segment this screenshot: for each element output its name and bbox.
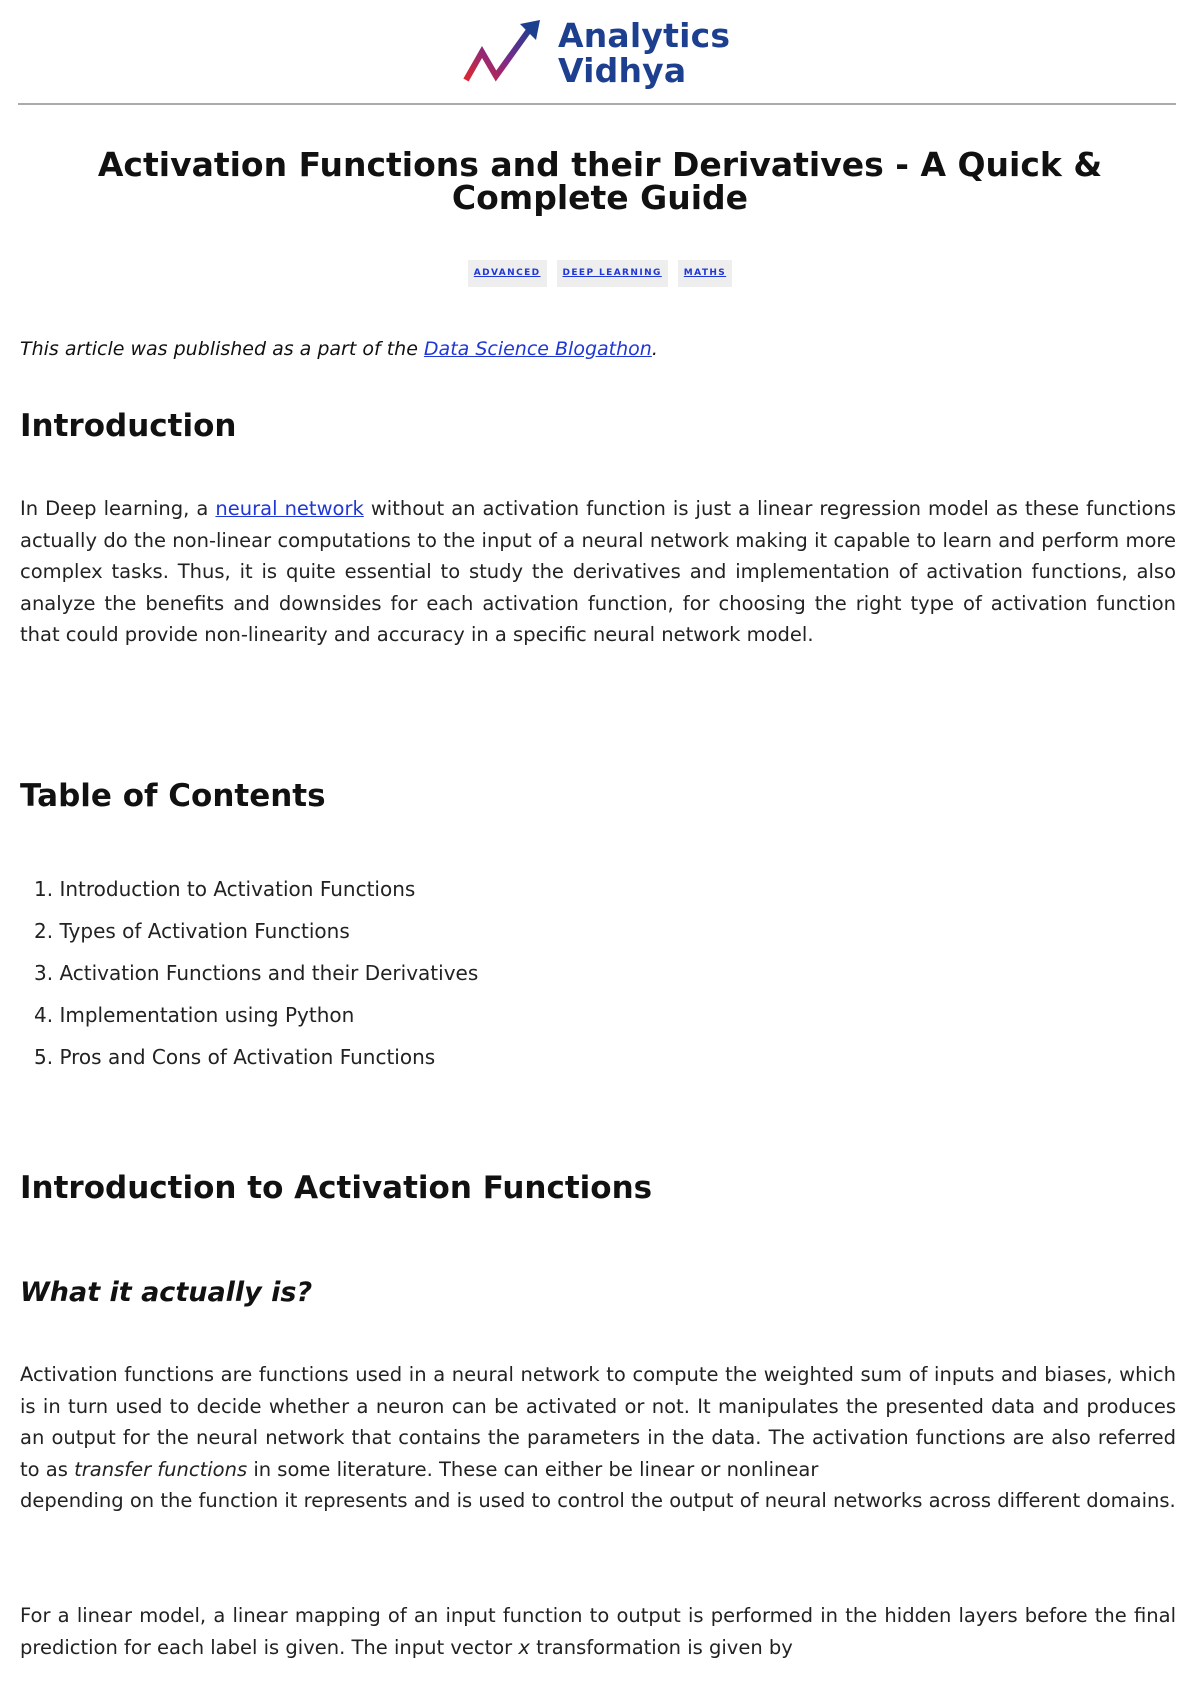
intro-prefix: In Deep learning, a (20, 497, 216, 520)
header-divider (18, 103, 1176, 105)
p3-part1: For a linear model, a linear mapping of an input function to output is performed in the hidden layers before the final prediction for each label is given. The input vector (20, 1604, 1176, 1659)
p3-part2: transformation is given by (529, 1635, 793, 1659)
article-title: Activation Functions and their Derivatives - A Quick & Complete Guide (97, 145, 1103, 217)
p2-italic: transfer functions (74, 1457, 248, 1481)
p2-part1: Activation functions are functions used in a neural network to compute the weighted sum of inputs and biases, which is in turn used to decide whether a neuron can be activated or not. It manipulates the presented data and produces an output for the neural network that contains the parameters in the data. The activation functions are also referred to as (20, 1363, 1176, 1481)
tag-deep-learning[interactable]: DEEP LEARNING (557, 260, 668, 287)
note-prefix: This article was published as a part of the (20, 338, 424, 360)
intro-rest: without an activation function is just a linear regression model as these functions actually do the non-linear computations to the input of a neural network making it capable to learn and perform more complex tasks. Thus, it is quite essential to study the derivatives and implementation of activation functions, also analyze the benefits and downsides for each activation function, for choosing the right type of activation function that could provide non-linearity and accuracy in a specific neural network model. (20, 497, 1176, 646)
table-of-contents (34, 868, 478, 1078)
toc-item[interactable]: 2. Types of Activation Functions (34, 919, 350, 943)
logo-line-vidhya: Vidhya (558, 51, 687, 90)
toc-heading: Table of Contents (20, 778, 326, 814)
logo-wordmark (558, 18, 730, 88)
linear-model-paragraph (20, 1600, 1176, 1663)
introduction-heading: Introduction (20, 408, 237, 444)
analytics-vidhya-logo[interactable] (462, 18, 732, 94)
toc-item[interactable]: 4. Implementation using Python (34, 1003, 355, 1027)
logo-line-analytics: Analytics (558, 16, 731, 55)
blogathon-note (20, 338, 658, 360)
tag-maths[interactable]: MATHS (678, 260, 732, 287)
p3-italic: x (518, 1635, 530, 1659)
note-suffix: . (651, 338, 658, 360)
p2-part2: in some literature. These can either be linear or nonlinear (247, 1457, 819, 1481)
trend-arrow-icon (462, 18, 552, 94)
p2-part3: depending on the function it represents and is used to control the output of neural networks across different domains. (20, 1489, 1176, 1512)
toc-item[interactable]: 3. Activation Functions and their Derivatives (34, 961, 479, 985)
toc-item[interactable]: 5. Pros and Cons of Activation Functions (34, 1045, 436, 1069)
section-heading: Introduction to Activation Functions (20, 1170, 653, 1206)
subsection-heading: What it actually is? (20, 1277, 313, 1308)
tag-list (0, 260, 1200, 287)
intro-paragraph (20, 493, 1176, 651)
tag-advanced[interactable]: ADVANCED (468, 260, 547, 287)
blogathon-link[interactable]: Data Science Blogathon (423, 338, 652, 360)
toc-item[interactable]: 1. Introduction to Activation Functions (34, 877, 416, 901)
activation-definition-paragraph (20, 1359, 1176, 1517)
neural-network-link[interactable]: neural network (215, 497, 364, 520)
